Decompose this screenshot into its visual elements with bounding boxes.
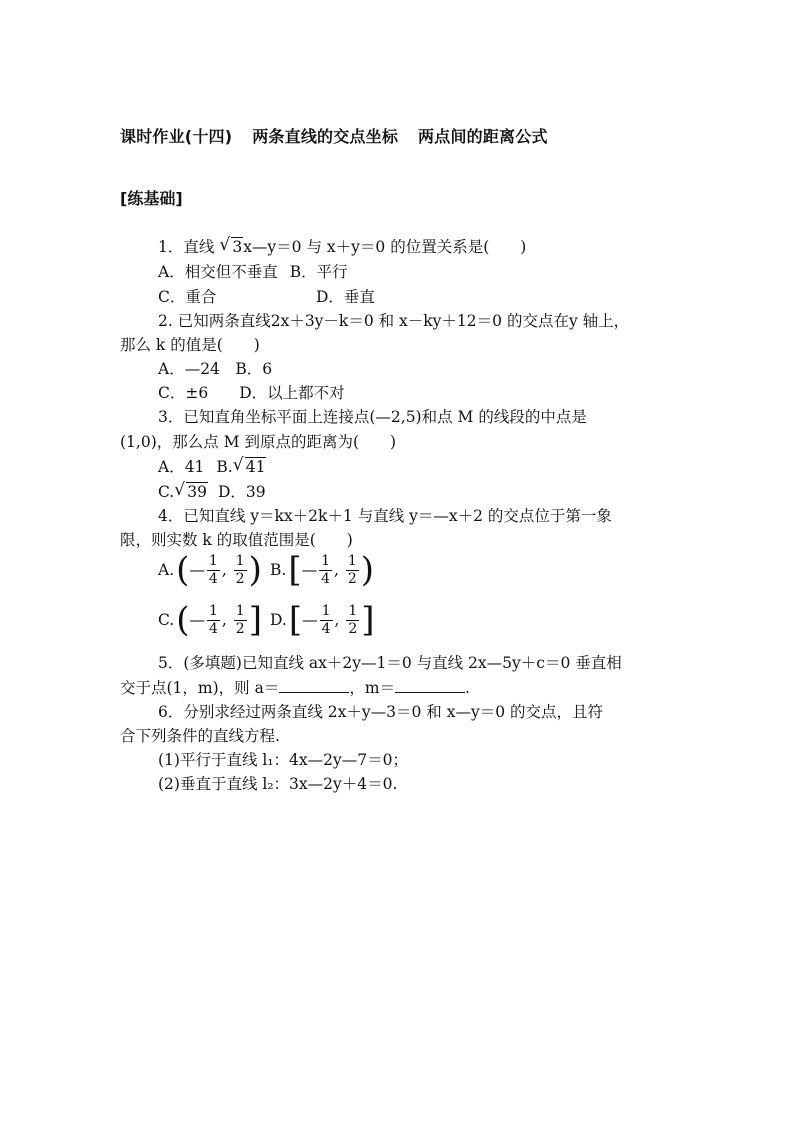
left-bracket: [ <box>288 600 303 640</box>
question-6-stem-line-1: 6．分别求经过两条直线 2x＋y—3＝0 和 x—y＝0 的交点，且符 <box>158 703 604 721</box>
sqrt-39: √ 39 <box>174 480 207 501</box>
question-3-stem-line-1: 3．已知直角坐标平面上连接点(—2,5)和点 M 的线段的中点是 <box>158 408 587 426</box>
q4-option-a: A. ( — $\frac{1}{4}$ , $\frac{1}{2}$ ) <box>158 550 262 590</box>
minus-sign: — <box>302 611 318 629</box>
q5-line2-end: . <box>465 679 470 697</box>
q4-option-b: B. [ — $\frac{1}{4}$ , $\frac{1}{2}$ ) <box>270 550 375 590</box>
question-6-sub-2: (2)垂直于直线 l₂：3x—2y＋4＝0. <box>158 775 398 793</box>
right-bracket: ) <box>360 550 375 590</box>
fraction: $\frac{1}{2}$ <box>235 602 245 637</box>
question-1-stem <box>120 236 718 258</box>
page-title <box>120 124 548 147</box>
left-bracket: ( <box>176 600 190 640</box>
q3-option-d: D．39 <box>217 483 266 501</box>
left-bracket: [ <box>288 550 302 590</box>
question-1-options-ab <box>120 261 718 283</box>
sqrt-3: √ 3 <box>219 235 243 256</box>
q4-option-b-label: B. <box>270 561 287 579</box>
minus-sign: — <box>189 611 205 629</box>
title-part-3: 两点间的距离公式 <box>418 127 548 146</box>
q3-option-b-label: B. <box>216 458 233 476</box>
question-4-stem-line-1: 4．已知直线 y＝kx＋2k＋1 与直线 y＝—x＋2 的交点位于第一象 <box>158 507 612 525</box>
sqrt-39-value: 39 <box>187 483 207 501</box>
question-2-options-ab: A．—24 B．6 <box>158 360 273 378</box>
question-2-stem-line-1: 2. 已知两条直线2x＋3y－k＝0 和 x－ky＋12＝0 的交点在y 轴上， <box>158 312 630 330</box>
question-3-options-cd <box>120 481 718 503</box>
title-part-1: 课时作业(十四) <box>120 127 233 146</box>
fraction: $\frac{1}{2}$ <box>235 552 245 587</box>
q4-option-d-label: D. <box>270 611 287 629</box>
q5-line2-prefix: 交于点(1，m)，则 a＝ <box>120 679 280 697</box>
q1-option-d: D．垂直 <box>316 288 375 306</box>
fraction: $\frac{1}{4}$ <box>321 552 331 587</box>
sqrt-41: √ 41 <box>232 455 266 476</box>
question-3-stem-line-2: (1,0)，那么点 M 到原点的距离为( ) <box>120 433 397 451</box>
minus-sign: — <box>301 561 318 579</box>
question-3-options-ab <box>120 456 718 478</box>
q4-option-c: C. ( — $\frac{1}{4}$ , $\frac{1}{2}$ ] <box>158 600 262 640</box>
right-bracket: ] <box>248 600 262 640</box>
q1-option-a: A．相交但不垂直 <box>158 263 278 281</box>
q1-option-b: B．平行 <box>289 263 348 281</box>
question-6-sub-1: (1)平行于直线 l₁：4x—2y—7＝0； <box>158 751 408 769</box>
q1-prefix: 1．直线 <box>158 238 215 256</box>
title-part-2: 两条直线的交点坐标 <box>252 127 399 146</box>
q1-option-c: C．重合 <box>158 288 217 306</box>
q4-option-a-label: A. <box>158 561 175 579</box>
left-bracket: ( <box>176 550 190 590</box>
right-bracket: ] <box>361 600 375 640</box>
right-bracket: ) <box>248 550 262 590</box>
question-5-stem-line-1: 5．(多填题)已知直线 ax＋2y—1＝0 与直线 2x—5y＋c＝0 垂直相 <box>158 654 622 672</box>
q3-option-a: A．41 <box>158 458 205 476</box>
question-2-options-cd: C．±6 D．以上都不对 <box>158 384 345 402</box>
section-heading: [练基础] <box>120 189 183 208</box>
fraction: $\frac{1}{2}$ <box>347 552 357 587</box>
fraction: $\frac{1}{4}$ <box>209 602 218 637</box>
question-1-options-cd <box>120 286 718 308</box>
question-6-stem-line-2: 合下列条件的直线方程. <box>120 727 280 745</box>
q3-option-c-label: C. <box>158 483 175 501</box>
question-5-stem-line-2 <box>120 676 680 699</box>
q4-option-d: D. [ — $\frac{1}{4}$ , $\frac{1}{2}$ ] <box>270 600 375 640</box>
sqrt-3-value: 3 <box>232 238 243 256</box>
answer-blank-m[interactable] <box>395 676 465 693</box>
question-2-stem-line-2: 那么 k 的值是( ) <box>120 336 260 354</box>
minus-sign: — <box>189 561 205 579</box>
answer-blank-a[interactable] <box>279 676 349 693</box>
sqrt-41-value: 41 <box>245 458 266 476</box>
q5-line2-mid: ，m＝ <box>349 679 396 697</box>
fraction: $\frac{1}{4}$ <box>208 552 218 587</box>
question-4-stem-line-2: 限，则实数 k 的取值范围是( ) <box>120 531 353 549</box>
fraction: $\frac{1}{4}$ <box>321 602 331 637</box>
fraction: $\frac{1}{2}$ <box>348 602 358 637</box>
q1-rest: x—y＝0 与 x＋y＝0 的位置关系是( ) <box>243 238 527 256</box>
q4-option-c-label: C. <box>158 611 175 629</box>
